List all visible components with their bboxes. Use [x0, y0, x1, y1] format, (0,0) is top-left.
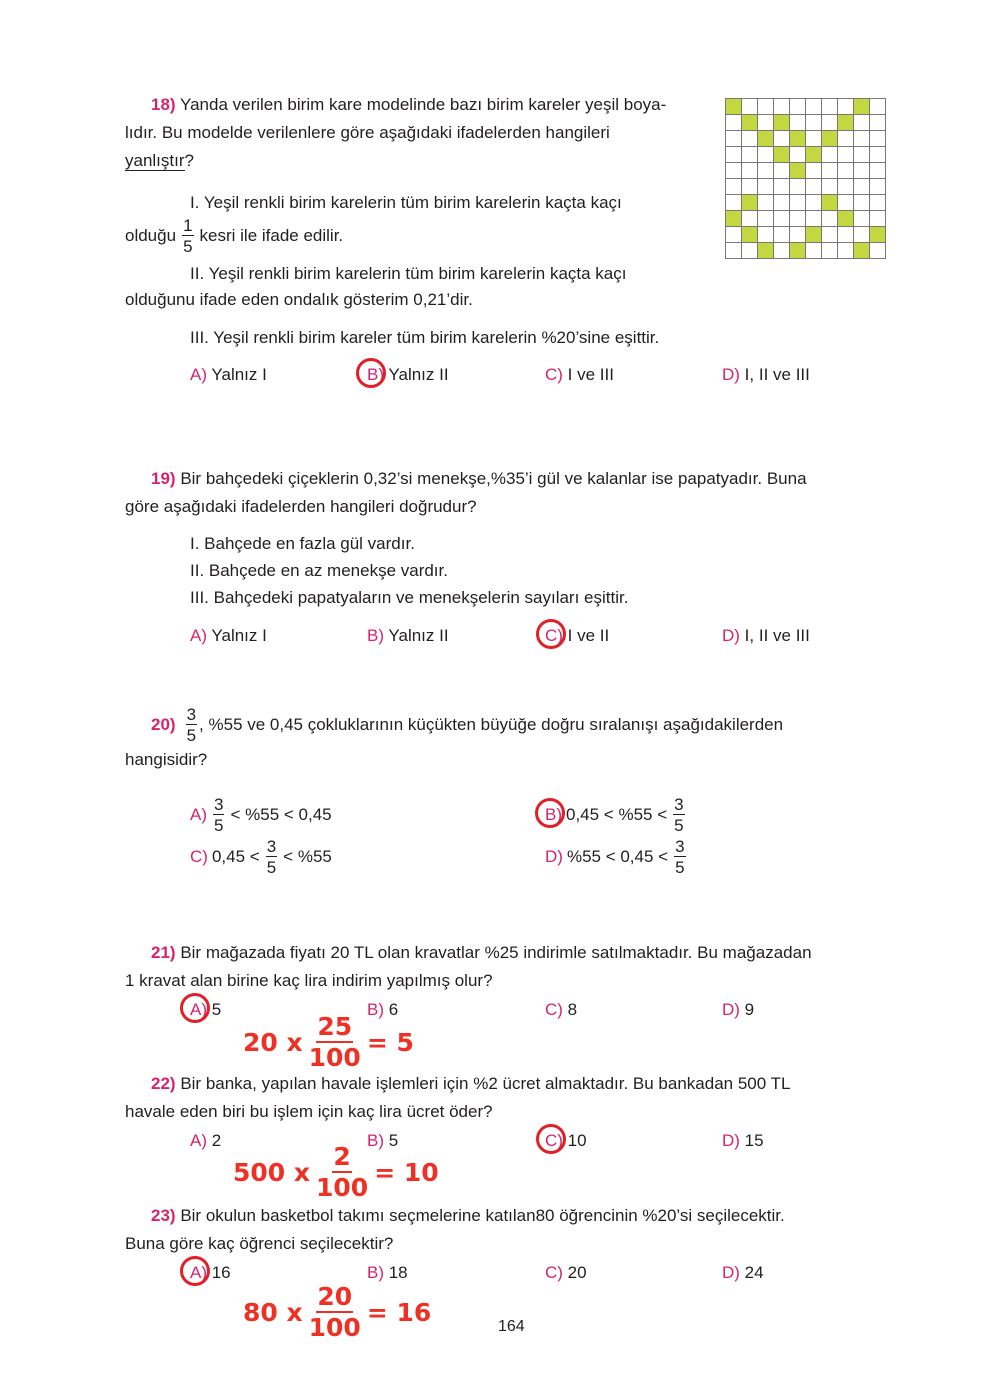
unit-square: [774, 227, 790, 243]
green-unit-square: [726, 211, 742, 227]
unit-square: [742, 243, 758, 259]
q22-option-d[interactable]: D) 15: [722, 1131, 764, 1150]
unit-square: [838, 243, 854, 259]
unit-square: [870, 99, 886, 115]
unit-square: [758, 115, 774, 131]
unit-square: [806, 243, 822, 259]
unit-square: [758, 227, 774, 243]
q20-stem-line2: hangisidir?: [125, 750, 208, 769]
q23-handwritten-solution: 80 x $\frac{20}{100}$ = 16: [243, 1282, 432, 1342]
q21-option-c[interactable]: C) 8: [545, 1000, 578, 1019]
unit-square: [790, 115, 806, 131]
unit-square: [758, 163, 774, 179]
unit-square: [806, 163, 822, 179]
green-unit-square: [806, 147, 822, 163]
unit-square: [774, 243, 790, 259]
unit-square: [790, 147, 806, 163]
green-unit-square: [854, 99, 870, 115]
unit-square: [870, 147, 886, 163]
unit-square: [870, 163, 886, 179]
q18-number: 18): [151, 95, 176, 114]
green-unit-square: [774, 115, 790, 131]
unit-square: [838, 227, 854, 243]
q18-option-c[interactable]: C) I ve III: [545, 365, 614, 384]
green-unit-square: [822, 195, 838, 211]
unit-square: [774, 131, 790, 147]
green-unit-square: [822, 131, 838, 147]
unit-square: [726, 243, 742, 259]
unit-square: [838, 147, 854, 163]
unit-square: [838, 179, 854, 195]
q19-statement-1: I. Bahçede en fazla gül vardır.: [190, 534, 415, 553]
answer-circle: [180, 1256, 210, 1286]
unit-square: [726, 195, 742, 211]
unit-square: [774, 99, 790, 115]
green-unit-square: [838, 211, 854, 227]
unit-square: [790, 211, 806, 227]
q22-option-b[interactable]: B) 5: [367, 1131, 399, 1150]
green-unit-square: [870, 227, 886, 243]
unit-square: [806, 115, 822, 131]
unit-square: [790, 227, 806, 243]
q19-number: 19): [151, 469, 176, 488]
q22-option-c[interactable]: C) 10: [545, 1131, 587, 1151]
green-unit-square: [742, 195, 758, 211]
q23-option-a[interactable]: A) 16: [190, 1263, 231, 1283]
q23-stem-line2: Buna göre kaç öğrenci seçilecektir?: [125, 1234, 394, 1253]
unit-square: [758, 179, 774, 195]
q20-option-c[interactable]: C) 0,45 < $\frac{3}{5}$ < %55: [190, 837, 332, 877]
unit-square: [758, 147, 774, 163]
answer-circle: [536, 619, 566, 649]
unit-square: [854, 131, 870, 147]
q22-option-a[interactable]: A) 2: [190, 1131, 222, 1150]
green-unit-square: [854, 243, 870, 259]
unit-square: [726, 179, 742, 195]
page-number: 164: [498, 1318, 525, 1335]
q19-statement-2: II. Bahçede en az menekşe vardır.: [190, 561, 448, 580]
unit-square: [822, 99, 838, 115]
unit-square: [806, 131, 822, 147]
unit-square: [774, 179, 790, 195]
unit-square: [806, 195, 822, 211]
unit-square: [854, 227, 870, 243]
unit-square: [774, 211, 790, 227]
q21-number: 21): [151, 943, 176, 962]
q19-stem-line2: göre aşağıdaki ifadelerden hangileri doğrudur?: [125, 497, 477, 516]
unit-square: [806, 179, 822, 195]
unit-square: [742, 131, 758, 147]
unit-square: [806, 211, 822, 227]
unit-square: [870, 115, 886, 131]
q18-option-b[interactable]: B) Yalnız II: [367, 365, 449, 385]
unit-square: [822, 211, 838, 227]
unit-square: [822, 163, 838, 179]
green-unit-square: [758, 243, 774, 259]
green-unit-square: [790, 163, 806, 179]
q20-option-d[interactable]: D) %55 < 0,45 < $\frac{3}{5}$: [545, 837, 685, 877]
unit-square: [822, 179, 838, 195]
green-unit-square: [806, 227, 822, 243]
q18-underlined-word: yanlıştır: [125, 151, 185, 170]
green-unit-square: [758, 131, 774, 147]
green-unit-square: [774, 147, 790, 163]
q22-stem-line2: havale eden biri bu işlem için kaç lira ücret öder?: [125, 1102, 493, 1121]
unit-square: [742, 211, 758, 227]
unit-square: [758, 211, 774, 227]
q18-statement-3: III. Yeşil renkli birim kareler tüm birim karelerin %20’sine eşittir.: [190, 328, 660, 347]
unit-square: [822, 227, 838, 243]
q18-statement-1b: olduğu $\frac{1}{5}$ kesri ile ifade edilir.: [125, 216, 344, 256]
unit-square: [726, 227, 742, 243]
unit-square: [854, 179, 870, 195]
q18-statement-2b: olduğunu ifade eden ondalık gösterim 0,21’dir.: [125, 290, 473, 309]
unit-square: [806, 99, 822, 115]
q19-option-b[interactable]: B) Yalnız II: [367, 626, 449, 645]
unit-square: [838, 131, 854, 147]
unit-square: [726, 163, 742, 179]
unit-square: [838, 99, 854, 115]
q21-option-b[interactable]: B) 6: [367, 1000, 399, 1019]
q19-option-d[interactable]: D) I, II ve III: [722, 626, 810, 645]
q18-fraction: $\frac{1}{5}$: [183, 216, 193, 256]
green-unit-square: [726, 99, 742, 115]
q18-option-a[interactable]: A) Yalnız I: [190, 365, 267, 384]
q19-stem-line1: 19) Bir bahçedeki çiçeklerin 0,32’si menekşe,%35’i gül ve kalanlar ise papatyadır. Buna: [151, 469, 807, 488]
q21-option-a[interactable]: A) 5: [190, 1000, 221, 1020]
unit-square: [822, 147, 838, 163]
q23-option-d[interactable]: D) 24: [722, 1263, 764, 1282]
q22-handwritten-solution: 500 x $\frac{2}{100}$ = 10: [233, 1142, 439, 1202]
q18-stem-line2: lıdır. Bu modelde verilenlere göre aşağıdaki ifadelerden hangileri: [125, 123, 610, 142]
unit-square: [726, 147, 742, 163]
q21-handwritten-solution: 20 x $\frac{25}{100}$ = 5: [243, 1012, 414, 1072]
q20-option-a[interactable]: A) $\frac{3}{5}$ < %55 < 0,45: [190, 795, 332, 835]
unit-square: [870, 195, 886, 211]
unit-square: [790, 179, 806, 195]
unit-square: [742, 163, 758, 179]
q23-number: 23): [151, 1206, 176, 1225]
q23-option-c[interactable]: C) 20: [545, 1263, 587, 1282]
q20-stem-line1: 20) $\frac{3}{5}$ , %55 ve 0,45 çokluklarının küçükten büyüğe doğru sıralanışı aşağıdakilerden: [151, 705, 784, 745]
green-unit-square: [742, 115, 758, 131]
unit-square: [822, 115, 838, 131]
unit-square: [854, 115, 870, 131]
q18-option-d[interactable]: D) I, II ve III: [722, 365, 810, 384]
q21-stem-line2: 1 kravat alan birine kaç lira indirim yapılmış olur?: [125, 971, 493, 990]
unit-square: [742, 99, 758, 115]
q23-stem-line1: 23) Bir okulun basketbol takımı seçmelerine katılan80 öğrencinin %20’si seçilecektir.: [151, 1206, 785, 1225]
unit-square: [854, 211, 870, 227]
unit-square: [870, 243, 886, 259]
q21-stem-line1: 21) Bir mağazada fiyatı 20 TL olan kravatlar %25 indirimle satılmaktadır. Bu mağazadan: [151, 943, 812, 962]
q18-statement-1a: I. Yeşil renkli birim karelerin tüm birim karelerin kaçta kaçı: [190, 193, 622, 212]
unit-square: [838, 195, 854, 211]
unit-square: [790, 99, 806, 115]
unit-square: [726, 115, 742, 131]
q23-option-b[interactable]: B) 18: [367, 1263, 408, 1282]
unit-square: [870, 211, 886, 227]
green-unit-square: [742, 227, 758, 243]
unit-square: [790, 195, 806, 211]
green-unit-square: [838, 115, 854, 131]
unit-square: [774, 195, 790, 211]
unit-square-model: [725, 98, 886, 259]
answer-circle: [180, 993, 210, 1023]
answer-circle: [536, 1124, 566, 1154]
unit-square: [870, 179, 886, 195]
q18-statement-2a: II. Yeşil renkli birim karelerin tüm birim karelerin kaçta kaçı: [190, 264, 627, 283]
unit-square: [854, 163, 870, 179]
answer-circle: [535, 798, 565, 828]
unit-square: [726, 131, 742, 147]
q19-option-a[interactable]: A) Yalnız I: [190, 626, 267, 645]
green-unit-square: [790, 243, 806, 259]
unit-square: [758, 195, 774, 211]
unit-square: [822, 243, 838, 259]
q22-number: 22): [151, 1074, 176, 1093]
unit-square: [854, 147, 870, 163]
green-unit-square: [790, 131, 806, 147]
unit-square: [742, 147, 758, 163]
q21-option-d[interactable]: D) 9: [722, 1000, 755, 1019]
unit-square: [870, 131, 886, 147]
unit-square: [758, 99, 774, 115]
q19-option-c[interactable]: C) I ve II: [545, 626, 609, 646]
q22-stem-line1: 22) Bir banka, yapılan havale işlemleri için %2 ücret almaktadır. Bu bankadan 500 TL: [151, 1074, 791, 1093]
unit-square: [774, 163, 790, 179]
answer-circle: [356, 358, 386, 388]
q20-number: 20): [151, 715, 176, 734]
unit-square: [854, 195, 870, 211]
unit-square: [742, 179, 758, 195]
q18-stem-line1: 18) Yanda verilen birim kare modelinde bazı birim kareler yeşil boya-: [151, 95, 667, 114]
q19-statement-3: III. Bahçedeki papatyaların ve menekşelerin sayıları eşittir.: [190, 588, 629, 607]
q20-option-b[interactable]: B) 0,45 < %55 < $\frac{3}{5}$: [545, 796, 691, 834]
q18-stem-line3: yanlıştır?: [125, 151, 194, 170]
q20-fraction: $\frac{3}{5}$: [186, 705, 197, 745]
unit-square: [838, 163, 854, 179]
